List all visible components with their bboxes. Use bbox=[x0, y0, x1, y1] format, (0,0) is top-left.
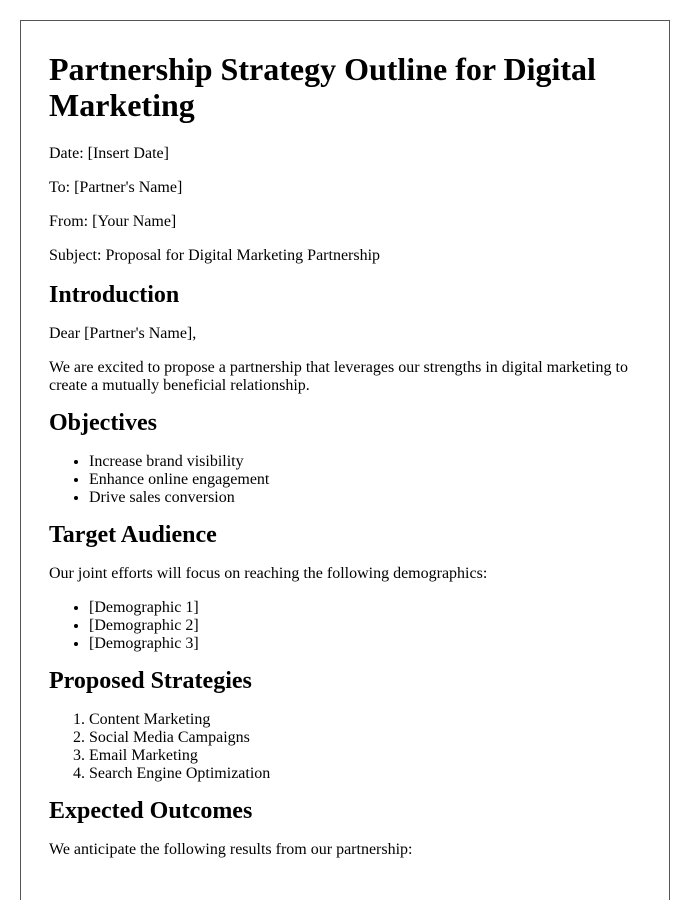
introduction-heading: Introduction bbox=[49, 282, 180, 308]
list-item: • Increase brand visibility bbox=[89, 453, 649, 471]
to-line: To: [Partner's Name] bbox=[49, 179, 183, 196]
strategies-list bbox=[49, 711, 649, 783]
list-item: • [Demographic 3] bbox=[89, 635, 649, 653]
document-title: Partnership Strategy Outline for Digital Marketing bbox=[49, 51, 596, 123]
date-line: Date: [Insert Date] bbox=[49, 145, 169, 162]
document-page bbox=[20, 20, 670, 900]
expected-outcomes-heading: Expected Outcomes bbox=[49, 798, 253, 824]
objectives-heading: Objectives bbox=[49, 410, 157, 436]
list-item: • [Demographic 2] bbox=[89, 617, 649, 635]
list-item: 3. Email Marketing bbox=[89, 747, 649, 765]
target-audience-heading: Target Audience bbox=[49, 522, 217, 548]
list-item: 1. Content Marketing bbox=[89, 711, 649, 729]
list-item: • Enhance online engagement bbox=[89, 471, 649, 489]
objectives-list bbox=[49, 453, 649, 507]
salutation: Dear [Partner's Name], bbox=[49, 325, 197, 342]
list-item: • [Demographic 1] bbox=[89, 599, 649, 617]
list-item: 2. Social Media Campaigns bbox=[89, 729, 649, 747]
expected-outcomes-intro: We anticipate the following results from our partnership: bbox=[49, 841, 413, 858]
demographics-list bbox=[49, 599, 649, 653]
subject-line: Subject: Proposal for Digital Marketing Partnership bbox=[49, 247, 381, 264]
list-item: 4. Search Engine Optimization bbox=[89, 765, 649, 783]
target-audience-intro: Our joint efforts will focus on reaching the following demographics: bbox=[49, 565, 488, 582]
proposed-strategies-heading: Proposed Strategies bbox=[49, 668, 252, 694]
list-item: • Drive sales conversion bbox=[89, 489, 649, 507]
introduction-body: We are excited to propose a partnership that leverages our strengths in digital marketing to create a mutually beneficial relationship. bbox=[49, 359, 628, 394]
from-line: From: [Your Name] bbox=[49, 213, 177, 230]
